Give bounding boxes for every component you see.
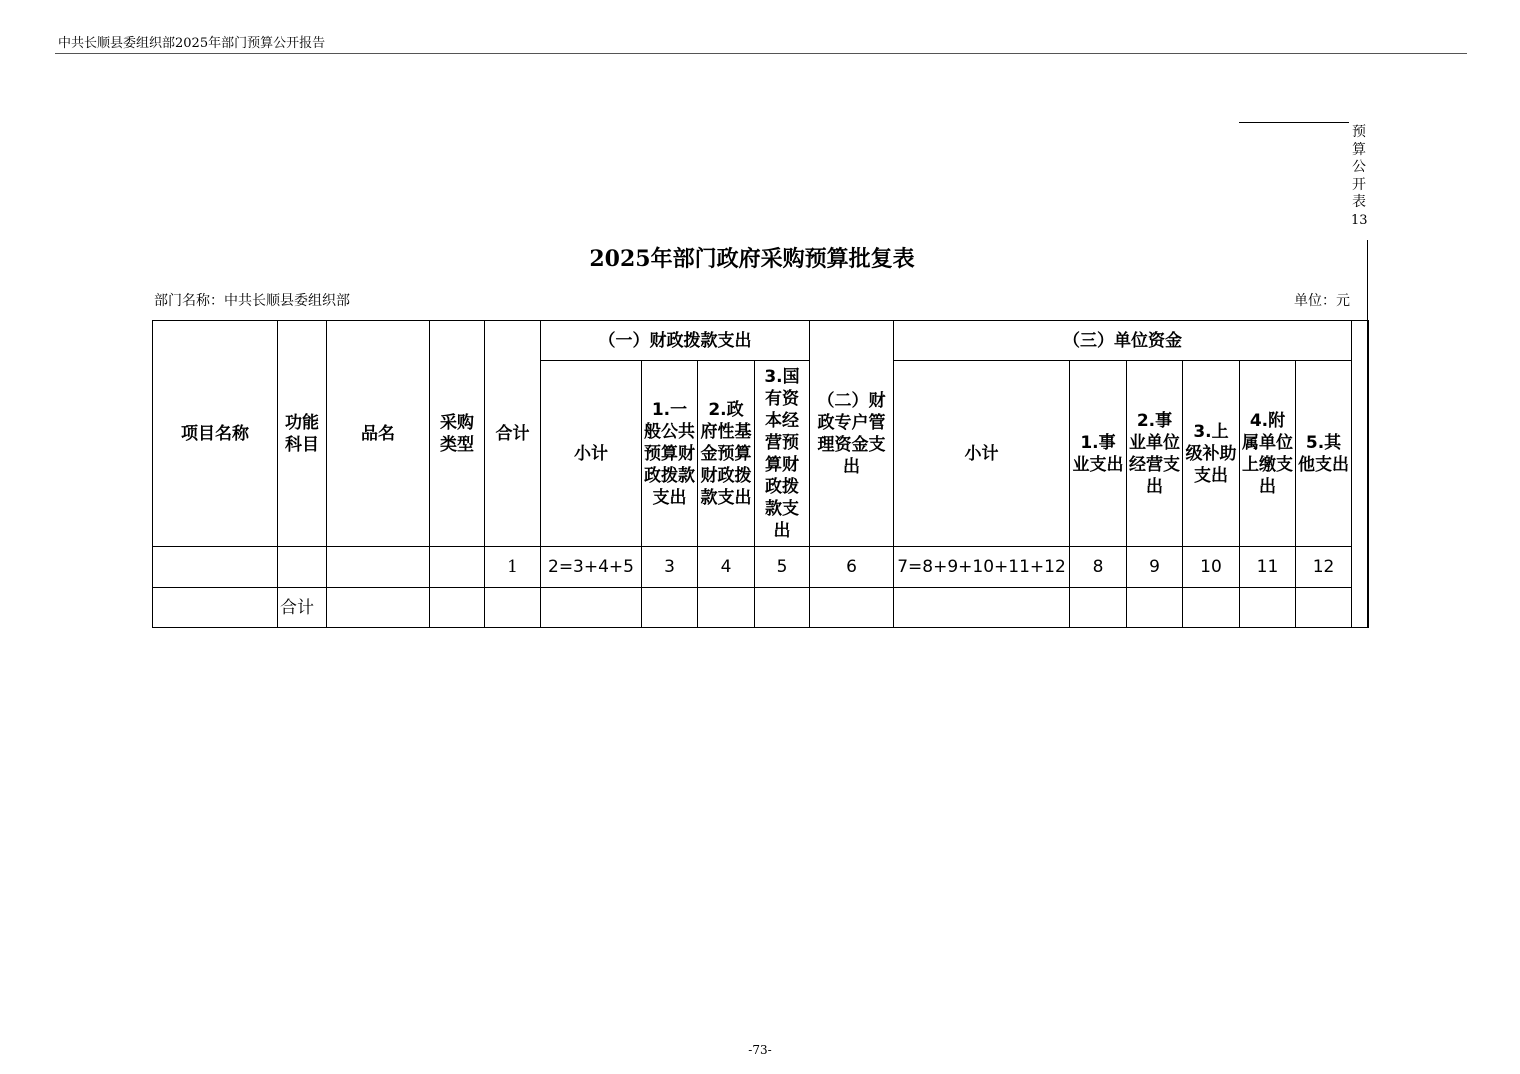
index-row	[153, 547, 1369, 588]
index-cell: 4	[698, 547, 755, 588]
side-tag	[1351, 124, 1367, 229]
page-title: 2025年部门政府采购预算批复表	[589, 246, 915, 272]
index-cell: 12	[1296, 547, 1352, 588]
index-cell: 10	[1183, 547, 1240, 588]
header-procurement-type: 采购类型	[430, 321, 485, 547]
index-cell: 6	[810, 547, 894, 588]
side-tag-char: 算	[1352, 141, 1366, 158]
header-fiscal-fund: 2.政府性基金预算财政拨款支出	[698, 361, 755, 547]
header-special-account: （二）财政专户管理资金支出	[810, 321, 894, 547]
table-cell	[755, 588, 810, 628]
tag-rule	[1239, 122, 1349, 123]
table-cell	[698, 588, 755, 628]
header-fiscal-subtotal: 小计	[541, 361, 642, 547]
table-cell	[485, 588, 541, 628]
total-row	[153, 588, 1369, 628]
header-unit-other: 5.其他支出	[1296, 361, 1352, 547]
index-cell: 7=8+9+10+11+12	[894, 547, 1070, 588]
total-row-label: 合计	[278, 588, 327, 628]
table-cell	[810, 588, 894, 628]
header-function-subject: 功能科目	[278, 321, 327, 547]
table-cell	[153, 588, 278, 628]
table-cell	[642, 588, 698, 628]
index-cell: 1	[485, 547, 541, 588]
header-unit-career: 1.事业支出	[1070, 361, 1127, 547]
table-cell	[1296, 588, 1352, 628]
department-label: 部门名称：中共长顺县委组织部	[154, 293, 350, 309]
header-unit-business: 2.事业单位经营支出	[1127, 361, 1183, 547]
table-cell	[327, 547, 430, 588]
side-tag-char: 公	[1352, 159, 1366, 175]
header-item-name: 品名	[327, 321, 430, 547]
index-cell: 2=3+4+5	[541, 547, 642, 588]
table-cell	[327, 588, 430, 628]
side-tag-number: 13	[1351, 212, 1368, 228]
index-cell: 11	[1240, 547, 1296, 588]
header-rule	[55, 53, 1467, 54]
table-cell	[430, 547, 485, 588]
page-number: -73-	[748, 1043, 772, 1057]
table-cell	[430, 588, 485, 628]
table-edge-strip	[1352, 321, 1369, 628]
index-cell: 3	[642, 547, 698, 588]
side-tag-char: 预	[1352, 124, 1366, 140]
procurement-budget-table	[152, 320, 1369, 628]
table-cell	[1183, 588, 1240, 628]
table-cell	[541, 588, 642, 628]
table-cell	[278, 547, 327, 588]
header-project-name: 项目名称	[153, 321, 278, 547]
header-unit-funds-group: （三）单位资金	[894, 321, 1352, 361]
header-unit-subsidy: 3.上级补助支出	[1183, 361, 1240, 547]
index-cell: 5	[755, 547, 810, 588]
header-unit-affiliate: 4.附属单位上缴支出	[1240, 361, 1296, 547]
index-cell: 8	[1070, 547, 1127, 588]
header-fiscal-group: （一）财政拨款支出	[541, 321, 810, 361]
table-cell	[1127, 588, 1183, 628]
header-total: 合计	[485, 321, 541, 547]
side-tag-text	[1351, 124, 1367, 212]
header-unit-subtotal: 小计	[894, 361, 1070, 547]
header-fiscal-general: 1.一般公共预算财政拨款支出	[642, 361, 698, 547]
table-cell	[1240, 588, 1296, 628]
header-fiscal-state-capital: 3.国有资本经营预算财政拨款支出	[755, 361, 810, 547]
table-cell	[153, 547, 278, 588]
unit-label: 单位：元	[1294, 293, 1350, 309]
side-tag-char: 开	[1352, 176, 1366, 193]
table-cell	[1070, 588, 1127, 628]
side-tag-char: 表	[1352, 194, 1366, 210]
running-header: 中共长顺县委组织部2025年部门预算公开报告	[58, 36, 326, 51]
table-cell	[894, 588, 1070, 628]
index-cell: 9	[1127, 547, 1183, 588]
